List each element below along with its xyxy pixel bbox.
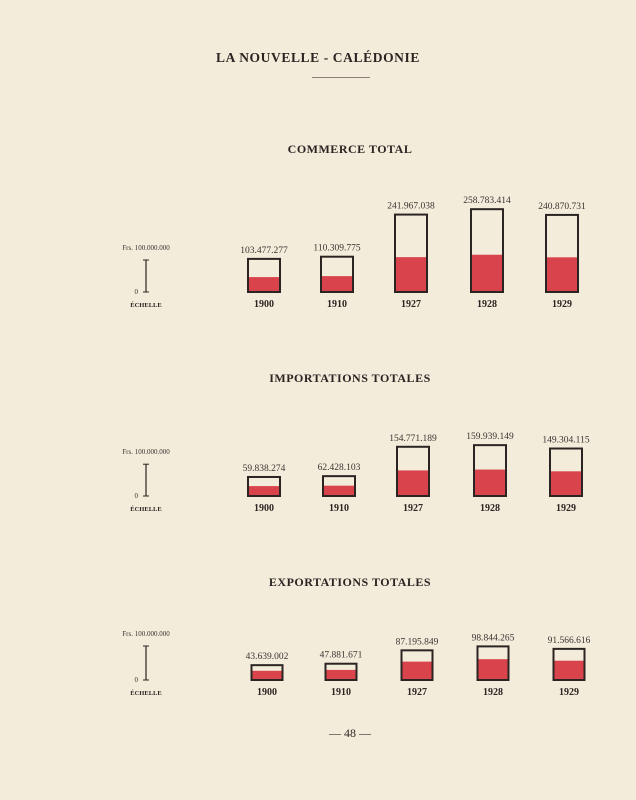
- bar-value-label: 59.838.274: [242, 463, 286, 474]
- category-label: 1929: [559, 687, 579, 698]
- scale-caption: ÉCHELLE: [130, 302, 162, 309]
- bar-value-label: 258.783.414: [463, 196, 511, 207]
- category-label: 1900: [254, 503, 274, 514]
- bar-value-label: 43.639.002: [245, 652, 289, 663]
- scale-caption: ÉCHELLE: [130, 690, 162, 697]
- bar-fill: [321, 276, 353, 292]
- chart-exportations-totales: [0, 628, 636, 703]
- section-title-exportations: EXPORTATIONS TOTALES: [268, 575, 432, 589]
- page-number: — 48 —: [329, 726, 371, 740]
- bar-fill: [546, 257, 578, 292]
- bar-fill: [554, 661, 585, 680]
- category-label: 1928: [480, 503, 500, 514]
- bar-fill: [474, 470, 506, 496]
- title-divider: [312, 77, 370, 78]
- bar-fill: [550, 471, 582, 496]
- scale-top-label: Frs. 100.000.000: [122, 630, 170, 638]
- scale-zero-label: 0: [134, 288, 138, 296]
- bar-value-label: 159.939.149: [466, 432, 514, 443]
- bar-value-label: 241.967.038: [387, 201, 435, 212]
- bar-value-label: 240.870.731: [538, 201, 586, 212]
- category-label: 1900: [254, 299, 274, 310]
- page-title: LA NOUVELLE - CALÉDONIE: [216, 50, 420, 65]
- bar-fill: [252, 671, 283, 680]
- bar-fill: [397, 470, 429, 496]
- bar-fill: [326, 670, 357, 680]
- category-label: 1929: [552, 299, 572, 310]
- section-title-importations: IMPORTATIONS TOTALES: [269, 371, 431, 385]
- chart-commerce-total: [0, 196, 636, 315]
- category-label: 1910: [327, 299, 347, 310]
- scale-top-label: Frs. 100.000.000: [122, 244, 170, 252]
- bar-value-label: 103.477.277: [240, 245, 288, 256]
- section-title-commerce: COMMERCE TOTAL: [287, 142, 413, 156]
- category-label: 1927: [401, 299, 421, 310]
- bar-value-label: 87.195.849: [395, 637, 439, 648]
- bar-fill: [395, 257, 427, 292]
- bar-value-label: 110.309.775: [313, 243, 361, 254]
- category-label: 1910: [329, 503, 349, 514]
- category-label: 1928: [483, 687, 503, 698]
- bar-fill: [478, 659, 509, 680]
- scale-zero-label: 0: [134, 492, 138, 500]
- bar-fill: [471, 255, 503, 292]
- bar-value-label: 98.844.265: [471, 633, 515, 644]
- bar-value-label: 62.428.103: [317, 463, 361, 474]
- scale-top-label: Frs. 100.000.000: [122, 448, 170, 457]
- category-label: 1928: [477, 299, 497, 310]
- bar-value-label: 149.304.115: [542, 435, 590, 446]
- bar-fill: [402, 662, 433, 680]
- category-label: 1927: [403, 503, 423, 514]
- scale-zero-label: 0: [134, 676, 138, 684]
- category-label: 1927: [407, 687, 427, 698]
- chart-importations-totales: [0, 425, 636, 520]
- bar-fill: [248, 486, 280, 496]
- category-label: 1900: [257, 687, 277, 698]
- category-label: 1929: [556, 503, 576, 514]
- bar-value-label: 91.566.616: [547, 635, 591, 646]
- bar-value-label: 154.771.189: [389, 433, 437, 444]
- bar-fill: [323, 486, 355, 496]
- scale-caption: ÉCHELLE: [130, 506, 162, 513]
- bar-value-label: 47.881.671: [319, 650, 363, 661]
- bar-fill: [248, 277, 280, 292]
- category-label: 1910: [331, 687, 351, 698]
